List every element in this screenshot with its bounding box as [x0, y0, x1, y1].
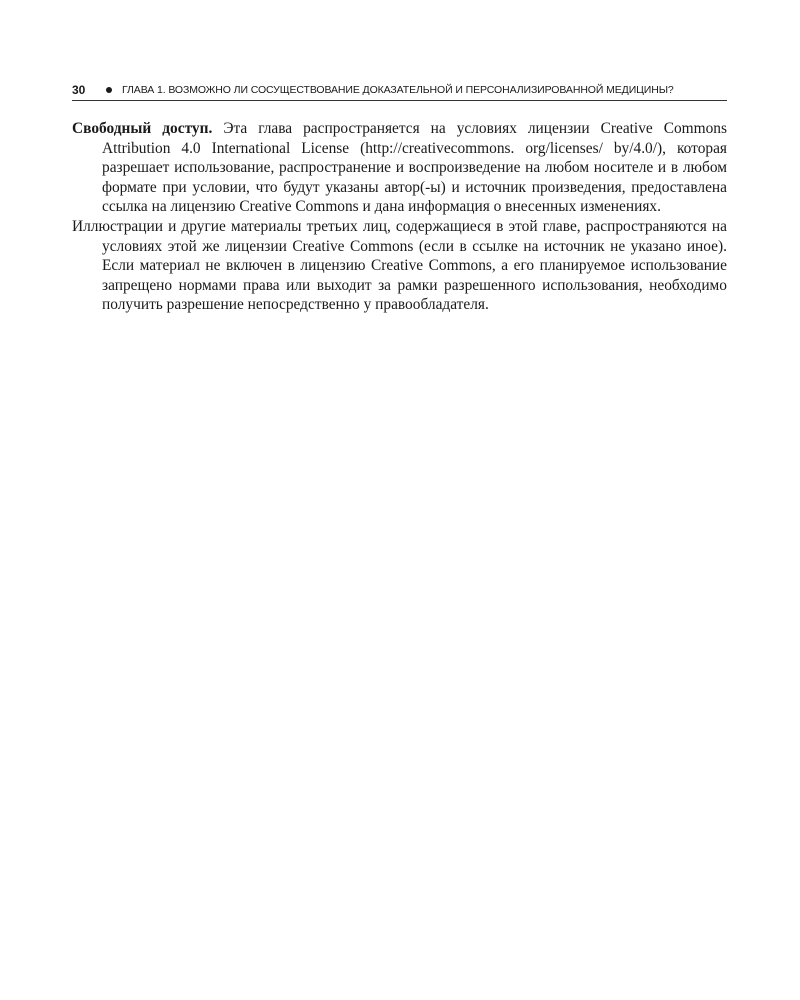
- open-access-paragraph: [72, 119, 727, 217]
- license-notice: [72, 119, 727, 315]
- open-access-text: Эта глава распространяется на условиях лицензии Creative Commons Attribution 4.0 International License (http://creativecommons. org/licenses/ by/4.0/), которая разрешает использование, распространение и воспроизведение на любом носителе и в любом формате при условии, что будут указаны автор(-ы) и источник произведения, предоставлена ссылка на лицензию Creative Commons и дана информация о внесенных изменениях.: [102, 120, 727, 216]
- open-access-lead: Свободный доступ.: [72, 120, 213, 137]
- chapter-title: ГЛАВА 1. ВОЗМОЖНО ЛИ СОСУЩЕСТВОВАНИЕ ДОКАЗАТЕЛЬНОЙ И ПЕРСОНАЛИЗИРОВАННОЙ МЕДИЦИНЫ?: [122, 84, 674, 96]
- third-party-paragraph: Иллюстрации и другие материалы третьих лиц, содержащиеся в этой главе, распространяются на условиях этой же лицензии Creative Commons (если в ссылке на источник не указано иное). Если материал не включен в лицензию Creative Commons, а его планируемое использование запрещено нормами права или выходит за рамки разрешенного использования, необходимо получить разрешение непосредственно у правообладателя.: [72, 217, 727, 314]
- header-divider: [72, 100, 727, 101]
- running-header: [72, 81, 727, 99]
- bullet-icon: [106, 87, 112, 93]
- page-number: 30: [72, 83, 86, 97]
